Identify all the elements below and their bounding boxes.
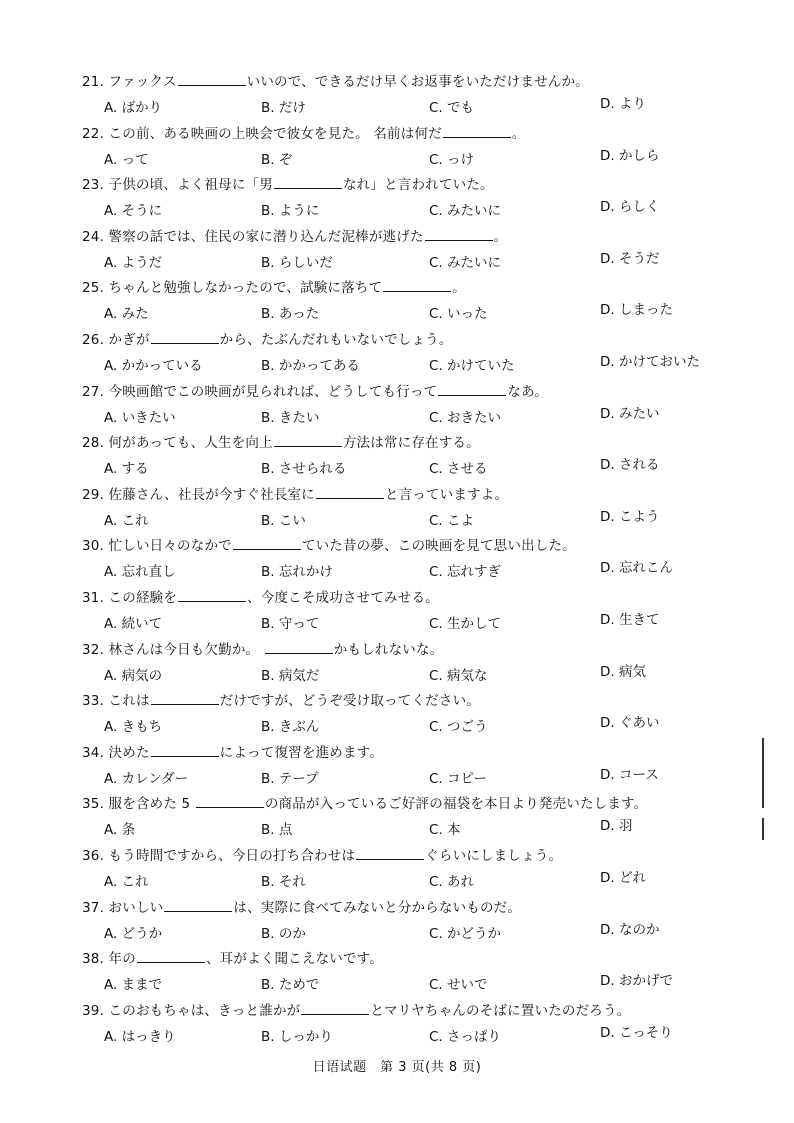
- question-stem: [82, 380, 548, 400]
- option-c: C. させる: [429, 461, 488, 478]
- answer-blank: [233, 535, 301, 550]
- question-text-before: 37. おいしい: [82, 899, 164, 916]
- question-item: [82, 689, 772, 739]
- question-text-before: 24. 警察の話では、住民の家に潜り込んだ泥棒が逃げた: [82, 228, 424, 245]
- question-text-after: いいので、できるだけ早くお返事をいただけませんか。: [246, 74, 589, 90]
- option-a: A. カレンダー: [104, 770, 189, 787]
- option-c: C. さっぱり: [429, 1028, 502, 1045]
- answer-blank: [425, 226, 493, 241]
- option-b: B. あった: [261, 306, 320, 323]
- option-c: C. つごう: [429, 719, 488, 736]
- question-text-before: 28. 何があっても、人生を向上: [82, 435, 273, 452]
- question-stem: [82, 586, 439, 606]
- scan-edge-mark: [762, 738, 764, 808]
- option-a: A. かかっている: [104, 358, 203, 374]
- option-a: A. 条: [104, 822, 136, 839]
- option-b: B. 守って: [261, 616, 320, 632]
- question-item: [82, 586, 772, 636]
- question-text-before: 32. 林さんは今日も欠勤か。: [82, 641, 264, 658]
- option-a: A. 忘れ直し: [104, 564, 176, 581]
- answer-blank: [164, 897, 232, 912]
- option-c: C. 本: [429, 822, 461, 839]
- option-a: A. みた: [104, 306, 149, 323]
- option-b: B. だけ: [261, 100, 306, 116]
- option-c: C. みたいに: [429, 203, 502, 220]
- question-item: [82, 844, 772, 894]
- option-d: D. コース: [600, 766, 659, 783]
- option-a: A. ようだ: [104, 254, 163, 271]
- question-text-before: 23. 子供の頃、よく祖母に「男: [82, 177, 273, 194]
- question-stem: [82, 173, 494, 193]
- answer-blank: [151, 742, 219, 757]
- question-stem: [82, 741, 383, 761]
- question-item: [82, 225, 772, 275]
- question-text-before: 27. 今映画館でこの映画が見られれば、どうしても行って: [82, 383, 438, 400]
- option-b: B. しっかり: [261, 1028, 333, 1045]
- option-c: C. 生かして: [429, 616, 502, 632]
- option-d: D. される: [600, 457, 660, 474]
- answer-blank: [137, 948, 205, 963]
- question-text-before: 26. かぎが: [82, 332, 150, 348]
- question-item: [82, 483, 772, 533]
- question-item: [82, 638, 772, 688]
- option-b: B. 点: [261, 822, 293, 839]
- option-d: D. なのか: [600, 921, 660, 938]
- option-d: D. こっそり: [600, 1024, 673, 1041]
- question-text-after: 。: [511, 125, 526, 142]
- answer-blank: [356, 845, 424, 860]
- question-text-after: とマリヤちゃんのそばに置いたのだろう。: [370, 1002, 631, 1019]
- option-c: C. 忘れすぎ: [429, 564, 502, 581]
- option-d: D. より: [600, 96, 646, 112]
- question-text-before: 39. このおもちゃは、きっと誰かが: [82, 1002, 301, 1019]
- question-text-before: 38. 年の: [82, 951, 136, 968]
- question-stem: [82, 896, 521, 916]
- question-item: [82, 380, 772, 430]
- option-c: C. せいで: [429, 977, 488, 994]
- question-stem: [82, 276, 466, 296]
- option-b: B. それ: [261, 874, 306, 890]
- question-text-before: 35. 服を含めた 5: [82, 796, 195, 813]
- question-text-after: 。: [493, 228, 508, 245]
- question-stem: [82, 947, 383, 967]
- option-d: D. らしく: [600, 199, 660, 216]
- option-a: A. って: [104, 151, 149, 168]
- question-item: [82, 173, 772, 223]
- option-c: C. でも: [429, 100, 475, 116]
- option-a: A. これ: [104, 874, 149, 890]
- option-d: D. ぐあい: [600, 715, 660, 732]
- question-text-before: 34. 決めた: [82, 744, 150, 761]
- option-b: B. させられる: [261, 461, 347, 478]
- answer-blank: [196, 793, 264, 808]
- question-text-after: だけですが、どうぞ受け取ってください。: [219, 693, 480, 710]
- option-a: A. これ: [104, 512, 149, 529]
- option-a: A. ばかり: [104, 100, 163, 116]
- question-item: [82, 534, 772, 584]
- option-d: D. 生きて: [600, 612, 660, 628]
- question-stem: [82, 689, 480, 709]
- question-text-before: 21. ファックス: [82, 74, 177, 90]
- question-text-before: 22. この前、ある映画の上映会で彼女を見た。 名前は何だ: [82, 125, 442, 142]
- question-text-after: から、たぶんだれもいないでしょう。: [219, 332, 453, 348]
- question-text-after: の商品が入っているご好評の福袋を本日より発売いたします。: [264, 796, 648, 813]
- question-text-before: 31. この経験を: [82, 590, 178, 606]
- answer-blank: [151, 329, 219, 344]
- question-stem: [82, 483, 508, 503]
- option-b: B. ぞ: [261, 151, 293, 168]
- option-b: B. こい: [261, 512, 306, 529]
- option-c: C. かどうか: [429, 925, 502, 942]
- question-stem: [82, 70, 589, 90]
- question-item: [82, 122, 772, 172]
- answer-blank: [274, 174, 342, 189]
- question-item: [82, 947, 772, 997]
- option-b: B. ためで: [261, 977, 320, 994]
- question-stem: [82, 844, 562, 864]
- answer-blank: [438, 381, 506, 396]
- answer-blank: [151, 690, 219, 705]
- page-footer: 日语试题 第 3 页(共 8 页): [312, 1060, 482, 1075]
- option-d: D. おかげで: [600, 973, 673, 990]
- question-text-after: 、耳がよく聞こえないです。: [205, 951, 383, 968]
- question-stem: [82, 431, 480, 451]
- option-b: B. テープ: [261, 770, 319, 787]
- question-text-before: 36. もう時間ですから、今日の打ち合わせは: [82, 848, 356, 864]
- option-a: A. はっきり: [104, 1028, 176, 1045]
- question-item: [82, 431, 772, 481]
- question-text-after: ぐらいにしましょう。: [425, 848, 563, 864]
- question-stem: [82, 792, 647, 812]
- answer-blank: [265, 639, 333, 654]
- option-a: A. いきたい: [104, 409, 176, 426]
- answer-blank: [383, 277, 451, 292]
- option-c: C. おきたい: [429, 409, 502, 426]
- answer-blank: [178, 587, 246, 602]
- option-a: A. きもち: [104, 719, 163, 736]
- question-stem: [82, 534, 576, 554]
- question-text-after: ていた昔の夢、この映画を見て思い出した。: [301, 538, 576, 555]
- option-c: C. こよ: [429, 512, 475, 529]
- question-text-after: 方法は常に存在する。: [342, 435, 480, 452]
- option-a: A. 続いて: [104, 616, 163, 632]
- option-d: D. みたい: [600, 405, 660, 422]
- option-a: A. そうに: [104, 203, 163, 220]
- question-text-before: 25. ちゃんと勉強しなかったので、試験に落ちて: [82, 280, 383, 297]
- option-c: C. 病気な: [429, 667, 488, 684]
- answer-blank: [301, 1000, 369, 1015]
- option-b: B. きたい: [261, 409, 320, 426]
- option-a: A. どうか: [104, 925, 163, 942]
- question-item: [82, 999, 772, 1049]
- option-d: D. かしら: [600, 147, 660, 164]
- question-text-after: かもしれないな。: [333, 641, 444, 658]
- question-stem: [82, 638, 443, 658]
- option-d: D. しまった: [600, 302, 673, 319]
- question-text-before: 30. 忙しい日々のなかで: [82, 538, 232, 555]
- question-text-after: なれ」と言われていた。: [342, 177, 494, 194]
- option-b: B. らしいだ: [261, 254, 333, 271]
- question-text-before: 33. これは: [82, 693, 150, 710]
- option-c: C. みたいに: [429, 254, 502, 271]
- question-text-after: 、今度こそ成功させてみせる。: [247, 590, 439, 606]
- option-a: A. 病気の: [104, 667, 163, 684]
- answer-blank: [316, 484, 384, 499]
- question-text-after: と言っていますよ。: [384, 486, 509, 503]
- option-d: D. 病気: [600, 663, 646, 680]
- scan-edge-mark: [762, 818, 764, 840]
- question-text-after: によって復習を進めます。: [219, 744, 383, 761]
- option-b: B. のか: [261, 925, 306, 942]
- question-stem: [82, 328, 453, 348]
- option-a: A. する: [104, 461, 149, 478]
- option-b: B. 忘れかけ: [261, 564, 333, 581]
- question-stem: [82, 225, 507, 245]
- question-text-after: は、実際に食べてみないと分からないものだ。: [233, 899, 522, 916]
- option-b: B. 病気だ: [261, 667, 320, 684]
- option-d: D. 忘れこん: [600, 560, 673, 577]
- option-b: B. きぶん: [261, 719, 320, 736]
- question-text-after: なあ。: [507, 383, 548, 400]
- question-stem: [82, 122, 526, 142]
- question-item: [82, 741, 772, 791]
- question-item: [82, 896, 772, 946]
- answer-blank: [443, 123, 511, 138]
- option-b: B. かかってある: [261, 358, 360, 374]
- question-item: [82, 792, 772, 842]
- option-d: D. かけておいた: [600, 354, 700, 370]
- answer-blank: [274, 432, 342, 447]
- option-c: C. あれ: [429, 874, 475, 890]
- question-item: [82, 276, 772, 326]
- option-d: D. そうだ: [600, 250, 660, 267]
- option-c: C. いった: [429, 306, 488, 323]
- option-c: C. っけ: [429, 151, 475, 168]
- answer-blank: [178, 71, 246, 86]
- question-text-after: 。: [452, 280, 466, 297]
- option-c: C. かけていた: [429, 358, 515, 374]
- option-d: D. どれ: [600, 870, 646, 886]
- option-d: D. 羽: [600, 818, 633, 835]
- question-item: [82, 70, 772, 120]
- option-c: C. コピー: [429, 770, 487, 787]
- option-a: A. ままで: [104, 977, 163, 994]
- option-d: D. こよう: [600, 508, 660, 525]
- question-text-before: 29. 佐藤さん、社長が今すぐ社長室に: [82, 486, 315, 503]
- question-stem: [82, 999, 630, 1019]
- question-item: [82, 328, 772, 378]
- option-b: B. ように: [261, 203, 320, 220]
